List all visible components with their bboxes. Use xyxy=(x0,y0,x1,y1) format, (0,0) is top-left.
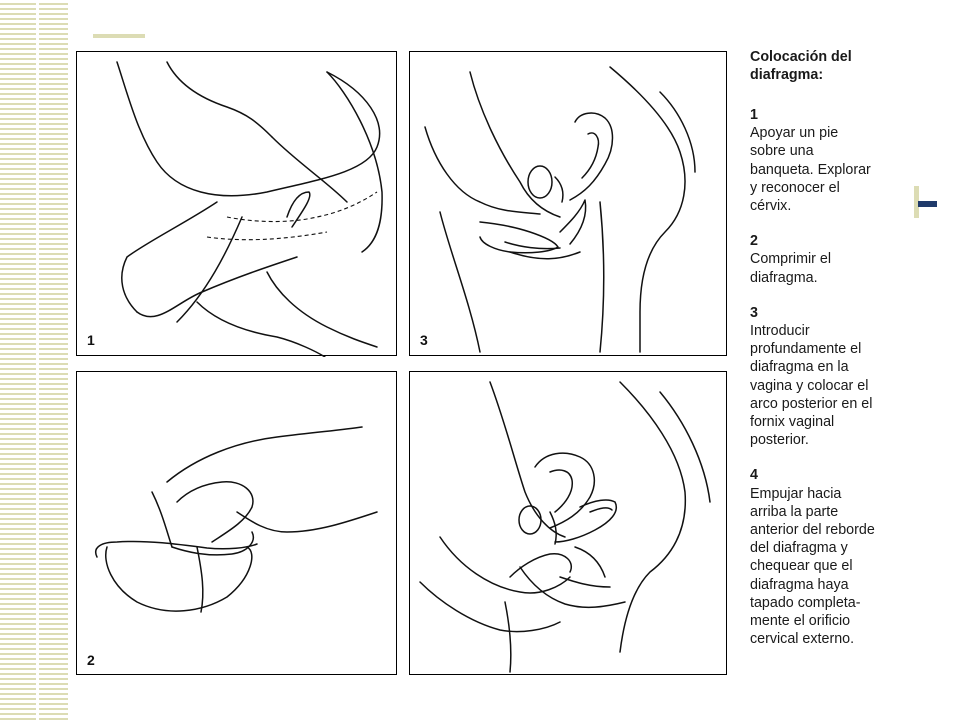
right-marker-bar xyxy=(918,201,937,207)
step-1-illustration xyxy=(77,52,398,357)
illustration-panel-1 xyxy=(76,51,397,356)
step-text: Empujar hacia arriba la parte anterior del reborde del diafragma y chequear que el diafragma haya tapado completa- mente el orificio cervical externo. xyxy=(750,485,875,648)
illustration-panel-3 xyxy=(409,51,727,356)
instructions-title-line1: Colocación del xyxy=(750,49,852,65)
instructions-title-line2: diafragma: xyxy=(750,67,824,83)
step-4-illustration xyxy=(410,372,728,676)
step-number: 2 xyxy=(750,233,758,250)
illustration-panel-4 xyxy=(409,371,727,675)
instruction-step-3 xyxy=(750,304,910,450)
instruction-step-4 xyxy=(750,466,910,648)
panel-number-2: 2 xyxy=(87,652,95,668)
panel-number-3: 3 xyxy=(420,332,428,348)
step-number: 1 xyxy=(750,107,758,123)
step-text: Apoyar un pie sobre una banqueta. Explorar y reconocer el cérvix. xyxy=(750,125,871,215)
left-stripe-decoration xyxy=(0,0,68,720)
step-3-illustration xyxy=(410,52,728,357)
panel-number-1: 1 xyxy=(87,332,95,348)
step-text: Comprimir el diafragma. xyxy=(750,251,832,286)
step-number: 3 xyxy=(750,304,758,321)
instructions-title xyxy=(750,48,910,84)
instruction-step-2 xyxy=(750,232,910,287)
step-text: Introducir profundamente el diafragma en la vagina y colocar el arco posterior en el fornix vaginal posterior. xyxy=(750,323,873,449)
instruction-step-1 xyxy=(750,106,910,215)
step-2-illustration xyxy=(77,372,398,676)
top-accent-bar xyxy=(93,34,145,38)
instructions-column xyxy=(750,48,910,665)
step-number: 4 xyxy=(750,467,758,484)
illustration-panel-2 xyxy=(76,371,397,675)
